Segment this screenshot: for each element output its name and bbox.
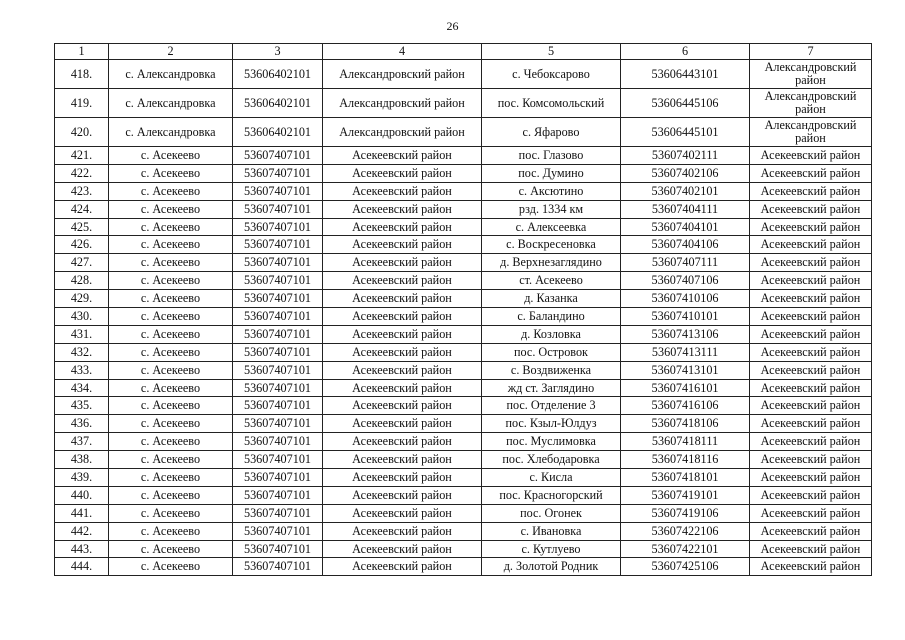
center-settlement-cell: с. Асекеево: [109, 540, 233, 558]
settlement-name-cell: с. Ивановка: [482, 522, 621, 540]
center-settlement-cell: с. Асекеево: [109, 254, 233, 272]
table-row: [55, 379, 872, 397]
settlement-oktmo-cell: 53607416101: [621, 379, 750, 397]
table-row: [55, 272, 872, 290]
settlement-oktmo-cell: 53607422106: [621, 522, 750, 540]
header-cell: 7: [750, 44, 872, 60]
settlement-district-cell: Асекеевский район: [750, 540, 872, 558]
settlement-name-cell: с. Воскресеновка: [482, 236, 621, 254]
table-row: [55, 469, 872, 487]
center-district-cell: Асекеевский район: [323, 379, 482, 397]
table-row: [55, 361, 872, 379]
center-oktmo-cell: 53606402101: [233, 118, 323, 147]
center-settlement-cell: с. Александровка: [109, 89, 233, 118]
row-number-cell: 437.: [55, 433, 109, 451]
center-district-cell: Асекеевский район: [323, 522, 482, 540]
settlement-name-cell: пос. Красногорский: [482, 486, 621, 504]
center-district-cell: Асекеевский район: [323, 343, 482, 361]
row-number-cell: 428.: [55, 272, 109, 290]
settlement-district-cell: Асекеевский район: [750, 433, 872, 451]
table-row: [55, 218, 872, 236]
settlement-district-cell: Асекеевский район: [750, 522, 872, 540]
table-row: [55, 118, 872, 147]
settlement-district-cell: Асекеевский район: [750, 469, 872, 487]
row-number-cell: 426.: [55, 236, 109, 254]
center-district-cell: Александровский район: [323, 89, 482, 118]
row-number-cell: 424.: [55, 200, 109, 218]
center-district-cell: Асекеевский район: [323, 182, 482, 200]
center-settlement-cell: с. Александровка: [109, 118, 233, 147]
settlement-oktmo-cell: 53607410106: [621, 290, 750, 308]
settlement-district-cell: Асекеевский район: [750, 451, 872, 469]
table-row: [55, 325, 872, 343]
settlement-district-cell: Асекеевский район: [750, 325, 872, 343]
settlement-name-cell: пос. Огонек: [482, 504, 621, 522]
row-number-cell: 435.: [55, 397, 109, 415]
settlement-district-cell: Асекеевский район: [750, 379, 872, 397]
table-row: [55, 89, 872, 118]
table-row: [55, 147, 872, 165]
settlement-district-cell: Асекеевский район: [750, 147, 872, 165]
table-row: [55, 558, 872, 576]
settlement-district-cell: Александровский район: [750, 89, 872, 118]
settlement-name-cell: пос. Отделение 3: [482, 397, 621, 415]
row-number-cell: 422.: [55, 164, 109, 182]
settlement-name-cell: пос. Комсомольский: [482, 89, 621, 118]
center-settlement-cell: с. Асекеево: [109, 451, 233, 469]
settlement-oktmo-cell: 53607419101: [621, 486, 750, 504]
table-row: [55, 164, 872, 182]
row-number-cell: 423.: [55, 182, 109, 200]
row-number-cell: 440.: [55, 486, 109, 504]
settlement-district-cell: Асекеевский район: [750, 164, 872, 182]
settlement-oktmo-cell: 53607407106: [621, 272, 750, 290]
center-district-cell: Асекеевский район: [323, 236, 482, 254]
center-district-cell: Асекеевский район: [323, 415, 482, 433]
table-row: [55, 200, 872, 218]
row-number-cell: 439.: [55, 469, 109, 487]
settlement-name-cell: пос. Хлебодаровка: [482, 451, 621, 469]
row-number-cell: 444.: [55, 558, 109, 576]
table-row: [55, 522, 872, 540]
center-district-cell: Асекеевский район: [323, 486, 482, 504]
settlement-oktmo-cell: 53606445101: [621, 118, 750, 147]
center-settlement-cell: с. Асекеево: [109, 361, 233, 379]
settlement-district-cell: Асекеевский район: [750, 290, 872, 308]
center-district-cell: Асекеевский район: [323, 469, 482, 487]
table-row: [55, 486, 872, 504]
settlement-name-cell: рзд. 1334 км: [482, 200, 621, 218]
center-settlement-cell: с. Асекеево: [109, 182, 233, 200]
row-number-cell: 431.: [55, 325, 109, 343]
settlement-district-cell: Асекеевский район: [750, 218, 872, 236]
settlement-oktmo-cell: 53607413101: [621, 361, 750, 379]
center-district-cell: Александровский район: [323, 60, 482, 89]
center-district-cell: Асекеевский район: [323, 147, 482, 165]
settlement-oktmo-cell: 53607418116: [621, 451, 750, 469]
center-settlement-cell: с. Асекеево: [109, 147, 233, 165]
settlement-district-cell: Асекеевский район: [750, 200, 872, 218]
row-number-cell: 433.: [55, 361, 109, 379]
settlement-name-cell: с. Алексеевка: [482, 218, 621, 236]
center-oktmo-cell: 53607407101: [233, 469, 323, 487]
header-cell: 5: [482, 44, 621, 60]
center-district-cell: Асекеевский район: [323, 433, 482, 451]
row-number-cell: 427.: [55, 254, 109, 272]
center-oktmo-cell: 53607407101: [233, 200, 323, 218]
settlement-name-cell: д. Золотой Родник: [482, 558, 621, 576]
settlement-name-cell: с. Яфарово: [482, 118, 621, 147]
settlement-oktmo-cell: 53607404101: [621, 218, 750, 236]
center-oktmo-cell: 53607407101: [233, 218, 323, 236]
settlements-table: [54, 43, 872, 576]
header-cell: 2: [109, 44, 233, 60]
header-cell: 6: [621, 44, 750, 60]
row-number-cell: 418.: [55, 60, 109, 89]
center-settlement-cell: с. Асекеево: [109, 272, 233, 290]
settlement-oktmo-cell: 53607418101: [621, 469, 750, 487]
settlement-district-cell: Александровский район: [750, 60, 872, 89]
row-number-cell: 436.: [55, 415, 109, 433]
center-oktmo-cell: 53607407101: [233, 325, 323, 343]
settlement-oktmo-cell: 53607422101: [621, 540, 750, 558]
table-row: [55, 182, 872, 200]
row-number-cell: 442.: [55, 522, 109, 540]
table-row: [55, 415, 872, 433]
header-cell: 3: [233, 44, 323, 60]
center-oktmo-cell: 53607407101: [233, 397, 323, 415]
center-oktmo-cell: 53607407101: [233, 486, 323, 504]
center-district-cell: Асекеевский район: [323, 254, 482, 272]
center-district-cell: Александровский район: [323, 118, 482, 147]
center-district-cell: Асекеевский район: [323, 504, 482, 522]
center-district-cell: Асекеевский район: [323, 308, 482, 326]
table-row: [55, 433, 872, 451]
center-oktmo-cell: 53607407101: [233, 415, 323, 433]
table-row: [55, 236, 872, 254]
table-row: [55, 504, 872, 522]
table-row: [55, 343, 872, 361]
settlement-name-cell: с. Баландино: [482, 308, 621, 326]
settlement-oktmo-cell: 53607404106: [621, 236, 750, 254]
center-oktmo-cell: 53607407101: [233, 236, 323, 254]
settlement-name-cell: с. Воздвиженка: [482, 361, 621, 379]
settlement-oktmo-cell: 53607418111: [621, 433, 750, 451]
center-settlement-cell: с. Асекеево: [109, 469, 233, 487]
center-oktmo-cell: 53607407101: [233, 254, 323, 272]
center-settlement-cell: с. Асекеево: [109, 504, 233, 522]
row-number-cell: 438.: [55, 451, 109, 469]
settlement-name-cell: жд ст. Заглядино: [482, 379, 621, 397]
settlement-district-cell: Асекеевский район: [750, 343, 872, 361]
settlement-oktmo-cell: 53607418106: [621, 415, 750, 433]
row-number-cell: 443.: [55, 540, 109, 558]
settlement-district-cell: Асекеевский район: [750, 397, 872, 415]
settlement-name-cell: с. Кутлуево: [482, 540, 621, 558]
center-district-cell: Асекеевский район: [323, 361, 482, 379]
center-settlement-cell: с. Асекеево: [109, 486, 233, 504]
center-oktmo-cell: 53606402101: [233, 60, 323, 89]
settlement-district-cell: Асекеевский район: [750, 504, 872, 522]
row-number-cell: 441.: [55, 504, 109, 522]
center-oktmo-cell: 53607407101: [233, 558, 323, 576]
row-number-cell: 419.: [55, 89, 109, 118]
center-oktmo-cell: 53607407101: [233, 540, 323, 558]
settlement-name-cell: д. Верхнезаглядино: [482, 254, 621, 272]
center-settlement-cell: с. Асекеево: [109, 397, 233, 415]
table-row: [55, 254, 872, 272]
row-number-cell: 429.: [55, 290, 109, 308]
settlement-name-cell: пос. Островок: [482, 343, 621, 361]
settlement-name-cell: пос. Думино: [482, 164, 621, 182]
center-oktmo-cell: 53607407101: [233, 182, 323, 200]
table-row: [55, 290, 872, 308]
center-settlement-cell: с. Асекеево: [109, 218, 233, 236]
settlement-oktmo-cell: 53607425106: [621, 558, 750, 576]
center-district-cell: Асекеевский район: [323, 558, 482, 576]
center-oktmo-cell: 53607407101: [233, 522, 323, 540]
settlement-oktmo-cell: 53607413106: [621, 325, 750, 343]
settlement-name-cell: пос. Муслимовка: [482, 433, 621, 451]
row-number-cell: 421.: [55, 147, 109, 165]
center-district-cell: Асекеевский район: [323, 451, 482, 469]
settlement-oktmo-cell: 53607407111: [621, 254, 750, 272]
settlement-name-cell: д. Козловка: [482, 325, 621, 343]
center-oktmo-cell: 53607407101: [233, 379, 323, 397]
center-district-cell: Асекеевский район: [323, 218, 482, 236]
settlement-oktmo-cell: 53606445106: [621, 89, 750, 118]
center-settlement-cell: с. Асекеево: [109, 200, 233, 218]
center-settlement-cell: с. Асекеево: [109, 433, 233, 451]
settlement-name-cell: с. Аксютино: [482, 182, 621, 200]
settlement-district-cell: Асекеевский район: [750, 558, 872, 576]
settlement-name-cell: с. Чебоксарово: [482, 60, 621, 89]
center-oktmo-cell: 53607407101: [233, 308, 323, 326]
settlement-name-cell: пос. Кзыл-Юлдуз: [482, 415, 621, 433]
settlement-name-cell: ст. Асекеево: [482, 272, 621, 290]
center-oktmo-cell: 53607407101: [233, 290, 323, 308]
settlement-district-cell: Асекеевский район: [750, 308, 872, 326]
header-cell: 4: [323, 44, 482, 60]
center-settlement-cell: с. Асекеево: [109, 415, 233, 433]
center-oktmo-cell: 53606402101: [233, 89, 323, 118]
table-row: [55, 451, 872, 469]
settlement-oktmo-cell: 53607419106: [621, 504, 750, 522]
center-settlement-cell: с. Асекеево: [109, 164, 233, 182]
table-row: [55, 540, 872, 558]
settlement-district-cell: Асекеевский район: [750, 182, 872, 200]
center-settlement-cell: с. Асекеево: [109, 290, 233, 308]
row-number-cell: 432.: [55, 343, 109, 361]
row-number-cell: 434.: [55, 379, 109, 397]
table-header-row: [55, 44, 872, 60]
settlement-district-cell: Асекеевский район: [750, 415, 872, 433]
center-oktmo-cell: 53607407101: [233, 504, 323, 522]
center-settlement-cell: с. Александровка: [109, 60, 233, 89]
center-settlement-cell: с. Асекеево: [109, 343, 233, 361]
center-oktmo-cell: 53607407101: [233, 451, 323, 469]
settlement-district-cell: Асекеевский район: [750, 236, 872, 254]
center-district-cell: Асекеевский район: [323, 272, 482, 290]
center-settlement-cell: с. Асекеево: [109, 236, 233, 254]
center-settlement-cell: с. Асекеево: [109, 558, 233, 576]
center-oktmo-cell: 53607407101: [233, 343, 323, 361]
settlement-oktmo-cell: 53607404111: [621, 200, 750, 218]
page-number: 26: [446, 19, 459, 33]
table-row: [55, 308, 872, 326]
center-oktmo-cell: 53607407101: [233, 272, 323, 290]
center-district-cell: Асекеевский район: [323, 200, 482, 218]
settlement-district-cell: Асекеевский район: [750, 486, 872, 504]
table-row: [55, 397, 872, 415]
settlement-oktmo-cell: 53607410101: [621, 308, 750, 326]
settlement-name-cell: с. Кисла: [482, 469, 621, 487]
center-district-cell: Асекеевский район: [323, 540, 482, 558]
center-oktmo-cell: 53607407101: [233, 361, 323, 379]
settlement-oktmo-cell: 53606443101: [621, 60, 750, 89]
center-district-cell: Асекеевский район: [323, 325, 482, 343]
settlement-name-cell: пос. Глазово: [482, 147, 621, 165]
settlement-district-cell: Асекеевский район: [750, 361, 872, 379]
table-row: [55, 60, 872, 89]
center-settlement-cell: с. Асекеево: [109, 379, 233, 397]
table-body: [55, 44, 872, 576]
settlement-district-cell: Асекеевский район: [750, 254, 872, 272]
settlement-oktmo-cell: 53607416106: [621, 397, 750, 415]
settlement-district-cell: Александровский район: [750, 118, 872, 147]
settlement-name-cell: д. Казанка: [482, 290, 621, 308]
settlement-district-cell: Асекеевский район: [750, 272, 872, 290]
center-district-cell: Асекеевский район: [323, 164, 482, 182]
row-number-cell: 420.: [55, 118, 109, 147]
row-number-cell: 430.: [55, 308, 109, 326]
center-oktmo-cell: 53607407101: [233, 147, 323, 165]
settlement-oktmo-cell: 53607413111: [621, 343, 750, 361]
center-settlement-cell: с. Асекеево: [109, 325, 233, 343]
settlement-oktmo-cell: 53607402106: [621, 164, 750, 182]
center-district-cell: Асекеевский район: [323, 290, 482, 308]
center-settlement-cell: с. Асекеево: [109, 522, 233, 540]
center-oktmo-cell: 53607407101: [233, 433, 323, 451]
settlement-oktmo-cell: 53607402101: [621, 182, 750, 200]
center-settlement-cell: с. Асекеево: [109, 308, 233, 326]
settlement-oktmo-cell: 53607402111: [621, 147, 750, 165]
row-number-cell: 425.: [55, 218, 109, 236]
header-cell: 1: [55, 44, 109, 60]
center-oktmo-cell: 53607407101: [233, 164, 323, 182]
center-district-cell: Асекеевский район: [323, 397, 482, 415]
